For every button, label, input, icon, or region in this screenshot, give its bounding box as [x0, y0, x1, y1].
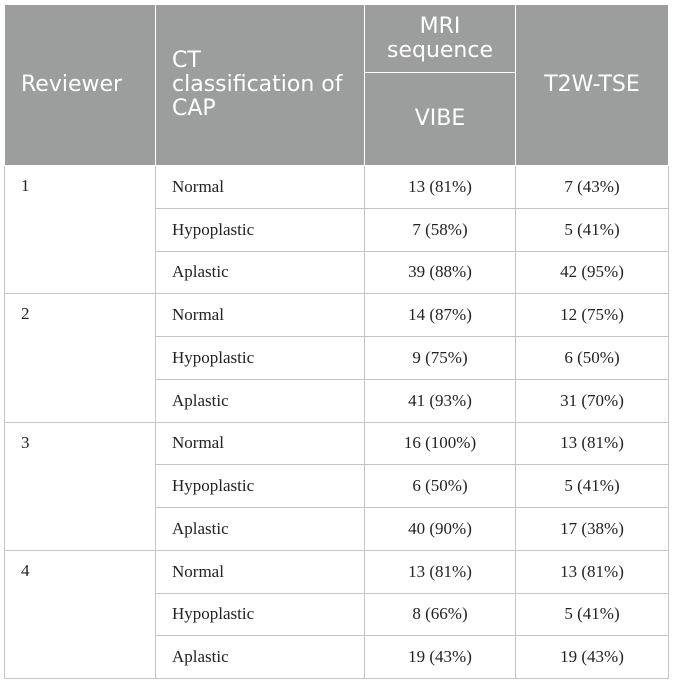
t2w-tse-cell: 5 (41%)	[516, 208, 669, 251]
table-row	[5, 422, 669, 465]
t2w-tse-cell: 12 (75%)	[516, 294, 669, 337]
table-body	[5, 166, 669, 679]
classification-cell: Aplastic	[156, 251, 365, 294]
t2w-tse-cell: 6 (50%)	[516, 337, 669, 380]
vibe-cell: 41 (93%)	[365, 379, 516, 422]
vibe-cell: 39 (88%)	[365, 251, 516, 294]
classification-cell: Aplastic	[156, 379, 365, 422]
classification-cell: Hypoplastic	[156, 465, 365, 508]
vibe-cell: 7 (58%)	[365, 208, 516, 251]
t2w-tse-cell: 17 (38%)	[516, 508, 669, 551]
vibe-cell: 19 (43%)	[365, 636, 516, 679]
reviewer-cell: 2	[5, 294, 156, 422]
table-header	[5, 5, 669, 166]
classification-cell: Hypoplastic	[156, 208, 365, 251]
classification-cell: Normal	[156, 422, 365, 465]
classification-cell: Hypoplastic	[156, 337, 365, 380]
vibe-column-header: VIBE	[365, 73, 516, 166]
reviewer-cell: 3	[5, 422, 156, 550]
t2w-tse-cell: 13 (81%)	[516, 422, 669, 465]
classification-cell: Hypoplastic	[156, 593, 365, 636]
classification-cell: Normal	[156, 294, 365, 337]
classification-cell: Normal	[156, 166, 365, 209]
classification-cell: Normal	[156, 550, 365, 593]
classification-cell: Aplastic	[156, 508, 365, 551]
t2w-tse-cell: 19 (43%)	[516, 636, 669, 679]
vibe-cell: 6 (50%)	[365, 465, 516, 508]
t2w-tse-cell: 42 (95%)	[516, 251, 669, 294]
vibe-cell: 40 (90%)	[365, 508, 516, 551]
t2w-tse-cell: 13 (81%)	[516, 550, 669, 593]
reviewer-cell: 4	[5, 550, 156, 678]
vibe-cell: 8 (66%)	[365, 593, 516, 636]
t2w-tse-cell: 7 (43%)	[516, 166, 669, 209]
classification-cell: Aplastic	[156, 636, 365, 679]
t2w-tse-column-header: T2W-TSE	[516, 5, 669, 166]
table-row	[5, 550, 669, 593]
vibe-cell: 14 (87%)	[365, 294, 516, 337]
results-table	[4, 4, 669, 679]
reviewer-cell: 1	[5, 166, 156, 294]
t2w-tse-cell: 5 (41%)	[516, 593, 669, 636]
ct-classification-column-header: CT classification of CAP	[156, 5, 365, 166]
header-row-top	[5, 5, 669, 73]
t2w-tse-cell: 31 (70%)	[516, 379, 669, 422]
mri-sequence-header: MRI sequence	[365, 5, 516, 73]
vibe-cell: 9 (75%)	[365, 337, 516, 380]
reviewer-column-header: Reviewer	[5, 5, 156, 166]
table-row	[5, 294, 669, 337]
t2w-tse-cell: 5 (41%)	[516, 465, 669, 508]
vibe-cell: 13 (81%)	[365, 166, 516, 209]
vibe-cell: 13 (81%)	[365, 550, 516, 593]
table-row	[5, 166, 669, 209]
vibe-cell: 16 (100%)	[365, 422, 516, 465]
